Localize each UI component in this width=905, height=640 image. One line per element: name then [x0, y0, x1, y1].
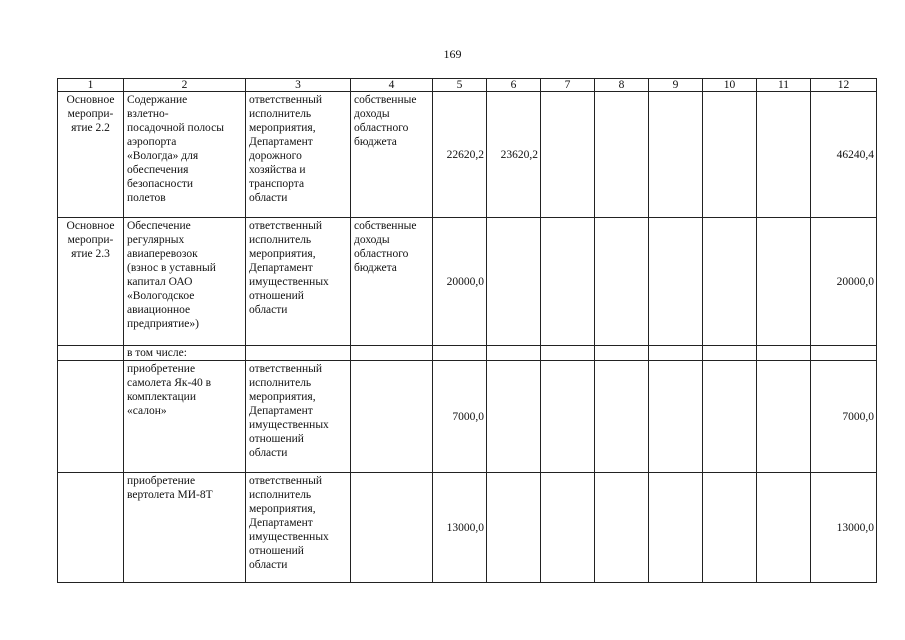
header-cell: 5 [433, 79, 487, 92]
table-row [58, 473, 877, 583]
header-cell: 3 [246, 79, 351, 92]
empty-cell [649, 346, 703, 361]
value-col5: 7000,0 [433, 361, 487, 473]
budget-table [57, 78, 877, 583]
header-cell: 2 [124, 79, 246, 92]
value-total: 13000,0 [811, 473, 877, 583]
table-row [58, 361, 877, 473]
empty-cell [757, 361, 811, 473]
empty-cell [703, 92, 757, 218]
value-total: 7000,0 [811, 361, 877, 473]
value-col6: 23620,2 [487, 92, 541, 218]
header-cell: 1 [58, 79, 124, 92]
event-code: Основное меропри- ятие 2.2 [58, 92, 124, 218]
empty-cell [541, 361, 595, 473]
header-cell: 9 [649, 79, 703, 92]
empty-cell [649, 473, 703, 583]
header-cell: 12 [811, 79, 877, 92]
value-col5: 20000,0 [433, 218, 487, 346]
value-col5 [433, 346, 487, 361]
empty-cell [757, 346, 811, 361]
empty-cell [649, 361, 703, 473]
empty-cell [703, 346, 757, 361]
funding-source [351, 346, 433, 361]
value-total [811, 346, 877, 361]
empty-cell [649, 92, 703, 218]
executor: ответственный исполнитель мероприятия, Департамент имущественных отношений области [246, 218, 351, 346]
empty-cell [703, 218, 757, 346]
empty-cell [595, 361, 649, 473]
event-name: приобретение вертолета МИ-8Т [124, 473, 246, 583]
value-col6 [487, 473, 541, 583]
empty-cell [703, 361, 757, 473]
empty-cell [541, 92, 595, 218]
empty-cell [757, 92, 811, 218]
empty-cell [757, 473, 811, 583]
header-cell: 4 [351, 79, 433, 92]
empty-cell [595, 346, 649, 361]
value-total: 20000,0 [811, 218, 877, 346]
header-cell: 7 [541, 79, 595, 92]
event-code: Основное меропри- ятие 2.3 [58, 218, 124, 346]
event-name: Содержание взлетно- посадочной полосы аэропорта «Вологда» для обеспечения безопасности полетов [124, 92, 246, 218]
empty-cell [649, 218, 703, 346]
empty-cell [541, 473, 595, 583]
header-cell: 8 [595, 79, 649, 92]
header-cell: 6 [487, 79, 541, 92]
event-code [58, 346, 124, 361]
executor: ответственный исполнитель мероприятия, Департамент дорожного хозяйства и транспорта области [246, 92, 351, 218]
empty-cell [703, 473, 757, 583]
value-col5: 22620,2 [433, 92, 487, 218]
executor: ответственный исполнитель мероприятия, Департамент имущественных отношений области [246, 473, 351, 583]
table-row [58, 92, 877, 218]
funding-source: собственные доходы областного бюджета [351, 218, 433, 346]
value-col5: 13000,0 [433, 473, 487, 583]
event-name: в том числе: [124, 346, 246, 361]
value-col6 [487, 361, 541, 473]
value-total: 46240,4 [811, 92, 877, 218]
page-number: 169 [443, 47, 462, 61]
table-row [58, 218, 877, 346]
funding-source [351, 473, 433, 583]
header-cell: 10 [703, 79, 757, 92]
empty-cell [595, 218, 649, 346]
value-col6 [487, 346, 541, 361]
empty-cell [757, 218, 811, 346]
funding-source: собственные доходы областного бюджета [351, 92, 433, 218]
table-header-row [58, 79, 877, 92]
event-name: приобретение самолета Як-40 в комплектации «салон» [124, 361, 246, 473]
executor: ответственный исполнитель мероприятия, Департамент имущественных отношений области [246, 361, 351, 473]
empty-cell [541, 218, 595, 346]
empty-cell [595, 473, 649, 583]
funding-source [351, 361, 433, 473]
event-name: Обеспечение регулярных авиаперевозок (взнос в уставный капитал ОАО «Вологодское авиационное предприятие») [124, 218, 246, 346]
event-code [58, 473, 124, 583]
value-col6 [487, 218, 541, 346]
event-code [58, 361, 124, 473]
empty-cell [541, 346, 595, 361]
header-cell: 11 [757, 79, 811, 92]
executor [246, 346, 351, 361]
table-row [58, 346, 877, 361]
empty-cell [595, 92, 649, 218]
